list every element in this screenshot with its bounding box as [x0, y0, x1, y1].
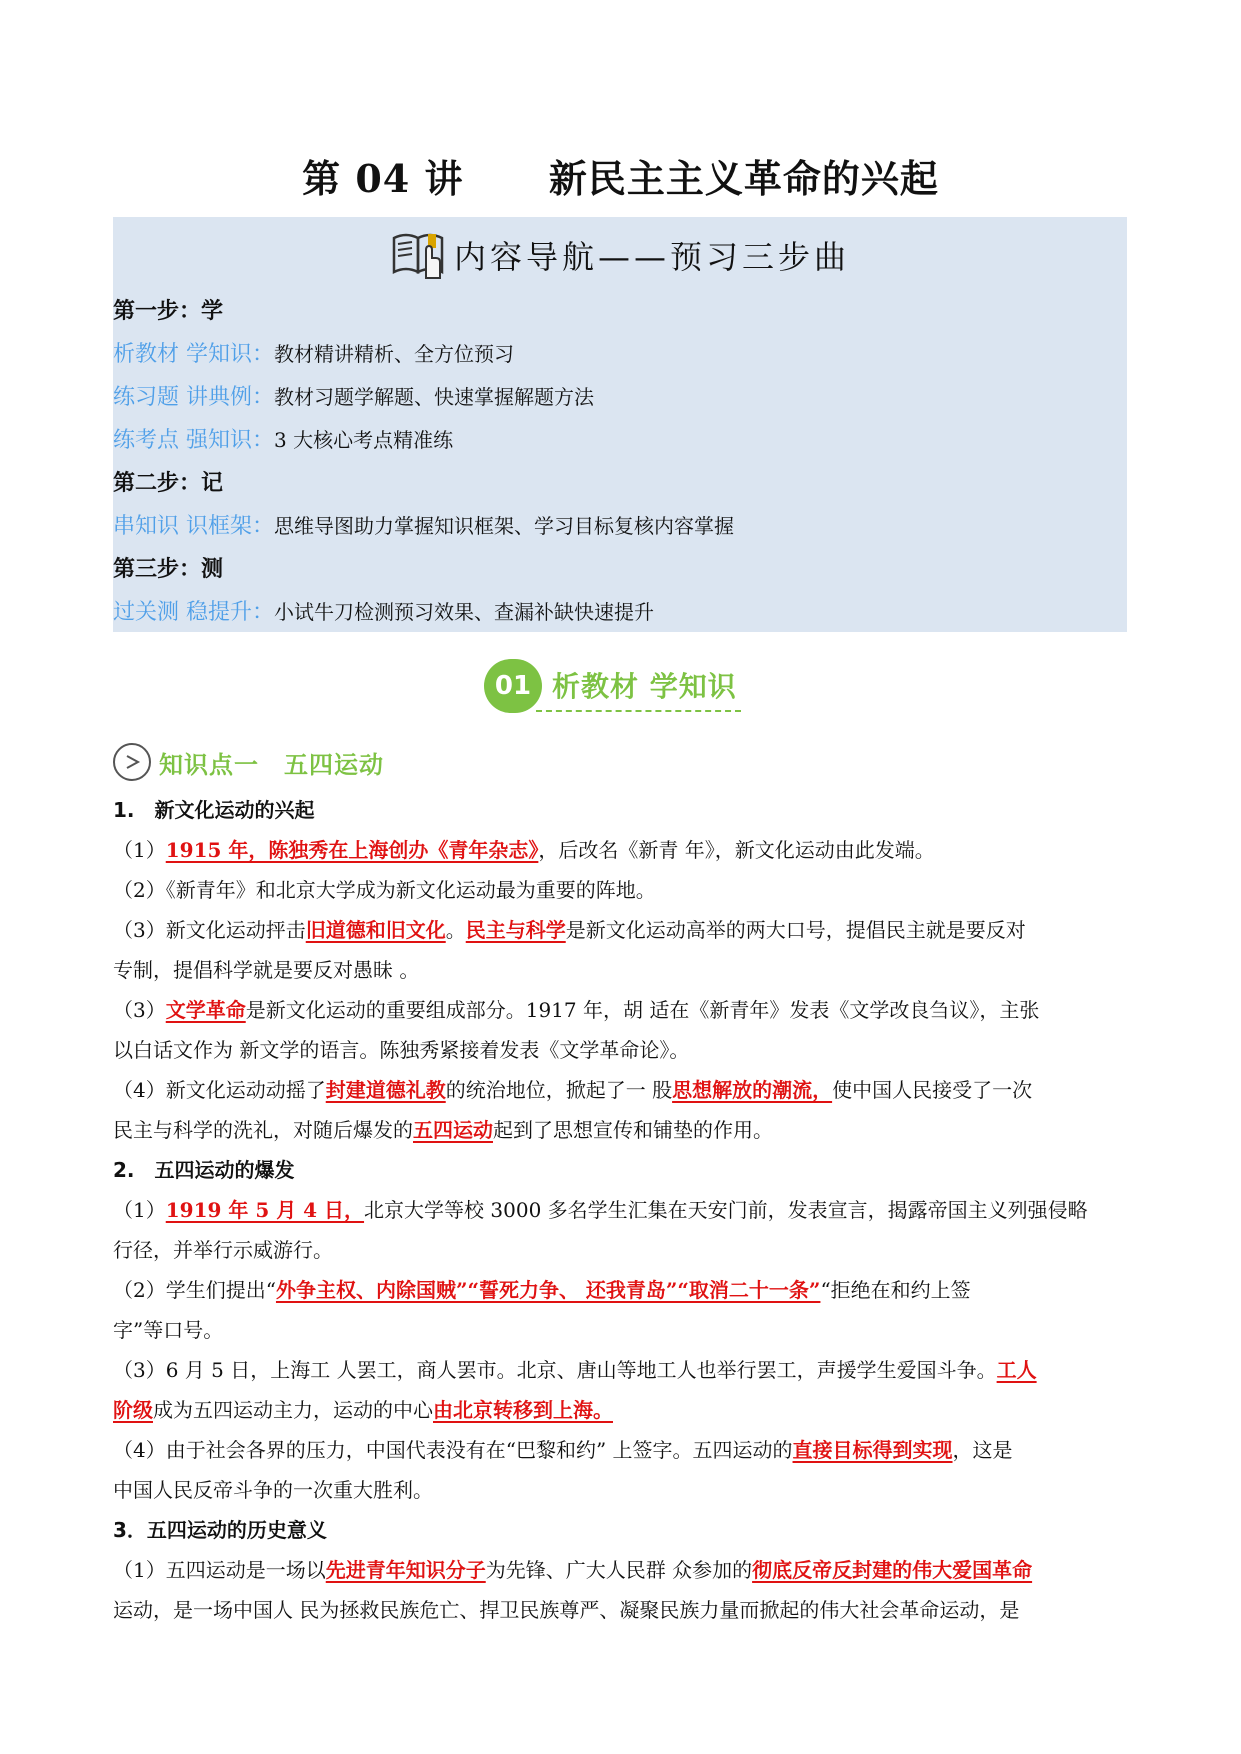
paragraph-line: 中国人民反帝斗争的一次重大胜利。	[113, 1478, 433, 1502]
nav-item-4	[113, 509, 734, 540]
key-point: 先进青年知识分子	[325, 1558, 486, 1582]
nav-item-3	[113, 423, 453, 454]
subheading: 3．五四运动的历史意义	[113, 1518, 327, 1542]
step2-heading: 第二步：记	[113, 471, 224, 496]
paragraph-line: （2）《新青年》和北京大学成为新文化运动最为重要的阵地。	[113, 878, 656, 902]
paragraph-line	[113, 1550, 1032, 1590]
paragraph-line	[113, 1110, 773, 1150]
key-point: 工人	[996, 1358, 1037, 1382]
paragraph-line	[113, 1270, 971, 1310]
subheading: 1. 新文化运动的兴起	[113, 798, 315, 822]
key-point: 直接目标得到实现	[792, 1438, 953, 1462]
nav-item-key: 过关测 稳提升：	[113, 600, 274, 625]
subheading: 2. 五四运动的爆发	[113, 1158, 295, 1182]
nav-item-desc: 教材习题学解题、快速掌握解题方法	[274, 385, 594, 409]
key-point: 由北京转移到上海。	[433, 1398, 613, 1422]
nav-item-desc: 教材精讲精析、全方位预习	[274, 342, 514, 366]
text: 是新文化运动的重要组成部分。1917 年，胡 适在《新青年》发表《文学改良刍议》，主张	[245, 998, 1040, 1022]
text: （2）学生们提出“	[113, 1278, 276, 1302]
text: 。	[445, 918, 466, 942]
nav-item-key: 练习题 讲典例：	[113, 385, 274, 410]
key-point: 思想解放的潮流，	[672, 1078, 833, 1102]
text: 的统治地位，掀起了一 股	[445, 1078, 673, 1102]
paragraph-line	[113, 910, 1026, 950]
text: （1）五四运动是一场以	[113, 1558, 326, 1582]
nav-header	[113, 225, 1127, 285]
paragraph-line	[113, 1430, 1013, 1470]
nav-item-desc: 小试牛刀检测预习效果、查漏补缺快速提升	[274, 600, 654, 624]
paragraph-line: 行径，并举行示威游行。	[113, 1238, 333, 1262]
text: （3）6 月 5 日，上海工 人罢工，商人罢市。北京、唐山等地工人也举行罢工，声援学生爱国斗争。	[113, 1358, 997, 1382]
nav-item-desc: 思维导图助力掌握知识框架、学习目标复核内容掌握	[274, 514, 734, 538]
knowledge-point-heading	[113, 740, 384, 784]
paragraph-line	[113, 1190, 1088, 1230]
key-point: 文学革命	[165, 998, 246, 1022]
text: 是新文化运动高举的两大口号，提倡民主就是要反对	[565, 918, 1026, 942]
text: “拒绝在和约上签	[820, 1278, 971, 1302]
paragraph-line	[113, 1070, 1032, 1110]
key-point: 阶级	[113, 1398, 153, 1422]
book-hand-icon	[390, 228, 450, 282]
key-point: 外争主权、内除国贼”“誓死力争、 还我青岛”“取消二十一条”	[275, 1278, 821, 1302]
nav-title: 内容导航——预习三步曲	[453, 238, 850, 276]
page-title: 第 04 讲 新民主主义革命的兴起	[302, 156, 939, 201]
text: 起到了思想宣传和铺垫的作用。	[493, 1118, 773, 1142]
nav-item-2	[113, 380, 594, 411]
key-point: 封建道德礼教	[325, 1078, 446, 1102]
text: 北京大学等校 3000 多名学生汇集在天安门前，发表宣言，揭露帝国主义列强侵略	[364, 1198, 1088, 1222]
text: 使中国人民接受了一次	[832, 1078, 1033, 1102]
paragraph-line	[113, 1590, 1019, 1630]
section-banner	[484, 655, 764, 717]
paragraph-line	[113, 830, 935, 870]
content-navigation-box	[113, 217, 1127, 632]
nav-item-key: 串知识 识框架：	[113, 514, 274, 539]
key-point: 1915 年，陈独秀在上海创办《青年杂志》	[165, 838, 539, 862]
section-number-badge: 01	[484, 659, 542, 713]
key-point: 民主与科学	[465, 918, 566, 942]
paragraph-line: 以白话文作为 新文学的语言。陈独秀紧接着发表《文学革命论》。	[113, 1038, 690, 1062]
paragraph-line: 专制，提倡科学就是要反对愚昧 。	[113, 958, 420, 982]
nav-item-1	[113, 337, 514, 368]
text: （4）新文化运动动摇了	[113, 1078, 326, 1102]
key-point: 彻底反帝反封建的伟大爱国革命	[752, 1558, 1033, 1582]
text: 运动，是一场中国人 民为拯救民族危亡、捍卫民族尊严、凝聚民族力量而掀起的伟大社会革命运动，是	[113, 1598, 1020, 1622]
text: （4）由于社会各界的压力，中国代表没有在“巴黎和约” 上签字。五四运动的	[113, 1438, 793, 1462]
step3-heading: 第三步：测	[113, 557, 224, 582]
key-point: 五四运动	[413, 1118, 493, 1142]
text: ，后改名《新青 年》，新文化运动由此发端。	[538, 838, 935, 862]
section-underline	[536, 710, 741, 712]
play-arrow-icon	[113, 743, 151, 781]
text: 民主与科学的洗礼，对随后爆发的	[113, 1118, 413, 1142]
nav-item-key: 练考点 强知识：	[113, 428, 274, 453]
step1-heading: 第一步：学	[113, 299, 224, 324]
knowledge-point-title: 知识点一 五四运动	[159, 750, 384, 779]
section-title: 析教材 学知识	[552, 670, 737, 703]
text: ，这是	[952, 1438, 1013, 1462]
key-point: 1919 年 5 月 4 日，	[165, 1198, 365, 1222]
paragraph-line: 字”等口号。	[113, 1318, 224, 1342]
text: （1）	[113, 838, 166, 862]
key-point: 旧道德和旧文化	[305, 918, 446, 942]
text: （1）	[113, 1198, 166, 1222]
text: 为先锋、广大人民群 众参加的	[485, 1558, 753, 1582]
nav-item-key: 析教材 学知识：	[113, 342, 274, 367]
text: （3）	[113, 998, 166, 1022]
text: 成为五四运动主力，运动的中心	[153, 1398, 433, 1422]
nav-item-5	[113, 595, 654, 626]
paragraph-line	[113, 1350, 1037, 1390]
paragraph-line	[113, 1390, 613, 1430]
nav-item-desc: 3 大核心考点精准练	[274, 428, 454, 452]
paragraph-line	[113, 990, 1039, 1030]
text: （3）新文化运动抨击	[113, 918, 306, 942]
